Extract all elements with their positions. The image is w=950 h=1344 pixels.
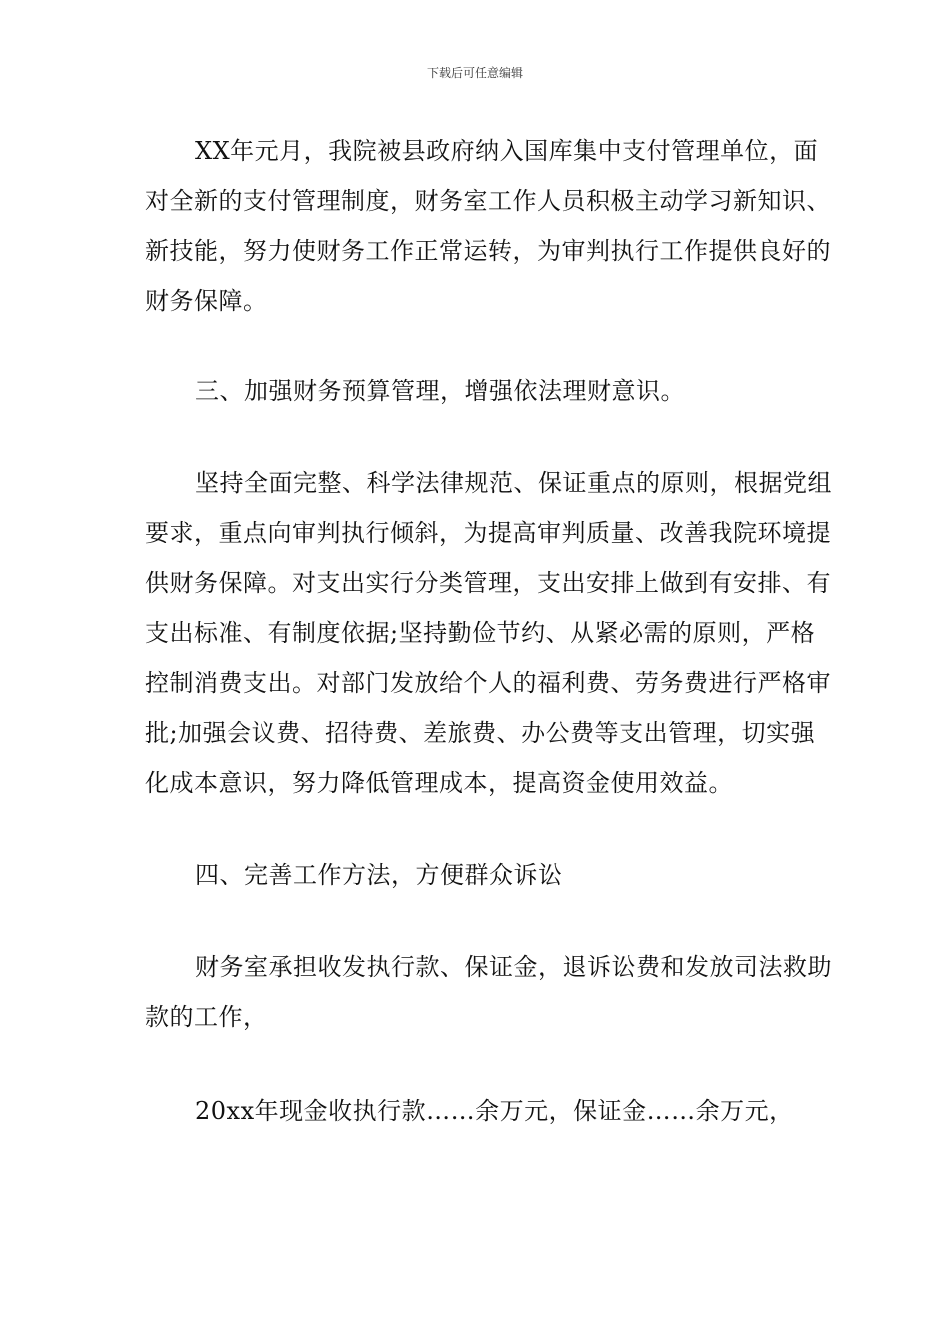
paragraph-cash-receipts: 20xx年现金收执行款……余万元，保证金……余万元，: [195, 1097, 794, 1125]
paragraph-spacer: [145, 1042, 835, 1086]
section-heading-work-methods: 四、完善工作方法，方便群众诉讼: [195, 861, 563, 889]
paragraph-payment-reform: XX年元月，我院被县政府纳入国库集中支付管理单位，面对全新的支付管理制度，财务室工作人员积极主动学习新知识、新技能，努力使财务工作正常运转，为审判执行工作提供良好的财务保障。: [145, 137, 831, 315]
paragraph-budget-principles: 坚持全面完整、科学法律规范、保证重点的原则，根据党组要求，重点向审判执行倾斜，为提高审判质量、改善我院环境提供财务保障。对支出实行分类管理，支出安排上做到有安排、有支出标准、有制度依据;坚持勤俭节约、从紧必需的原则，严格控制消费支出。对部门发放给个人的福利费、劳务费进行严格审批;加强会议费、招待费、差旅费、办公费等支出管理，切实强化成本意识，努力降低管理成本，提高资金使用效益。: [145, 469, 832, 797]
paragraph-spacer: [145, 900, 835, 942]
paragraph-finance-duties: 财务室承担收发执行款、保证金，退诉讼费和发放司法救助款的工作，: [145, 953, 832, 1031]
section-heading-budget-management: 三、加强财务预算管理，增强依法理财意识。: [195, 377, 685, 405]
page-header-note: 下载后可任意编辑: [426, 66, 523, 80]
paragraph-spacer: [145, 326, 835, 366]
paragraph-spacer: [145, 416, 835, 458]
document-body: [145, 126, 835, 1136]
paragraph-spacer: [145, 808, 835, 850]
